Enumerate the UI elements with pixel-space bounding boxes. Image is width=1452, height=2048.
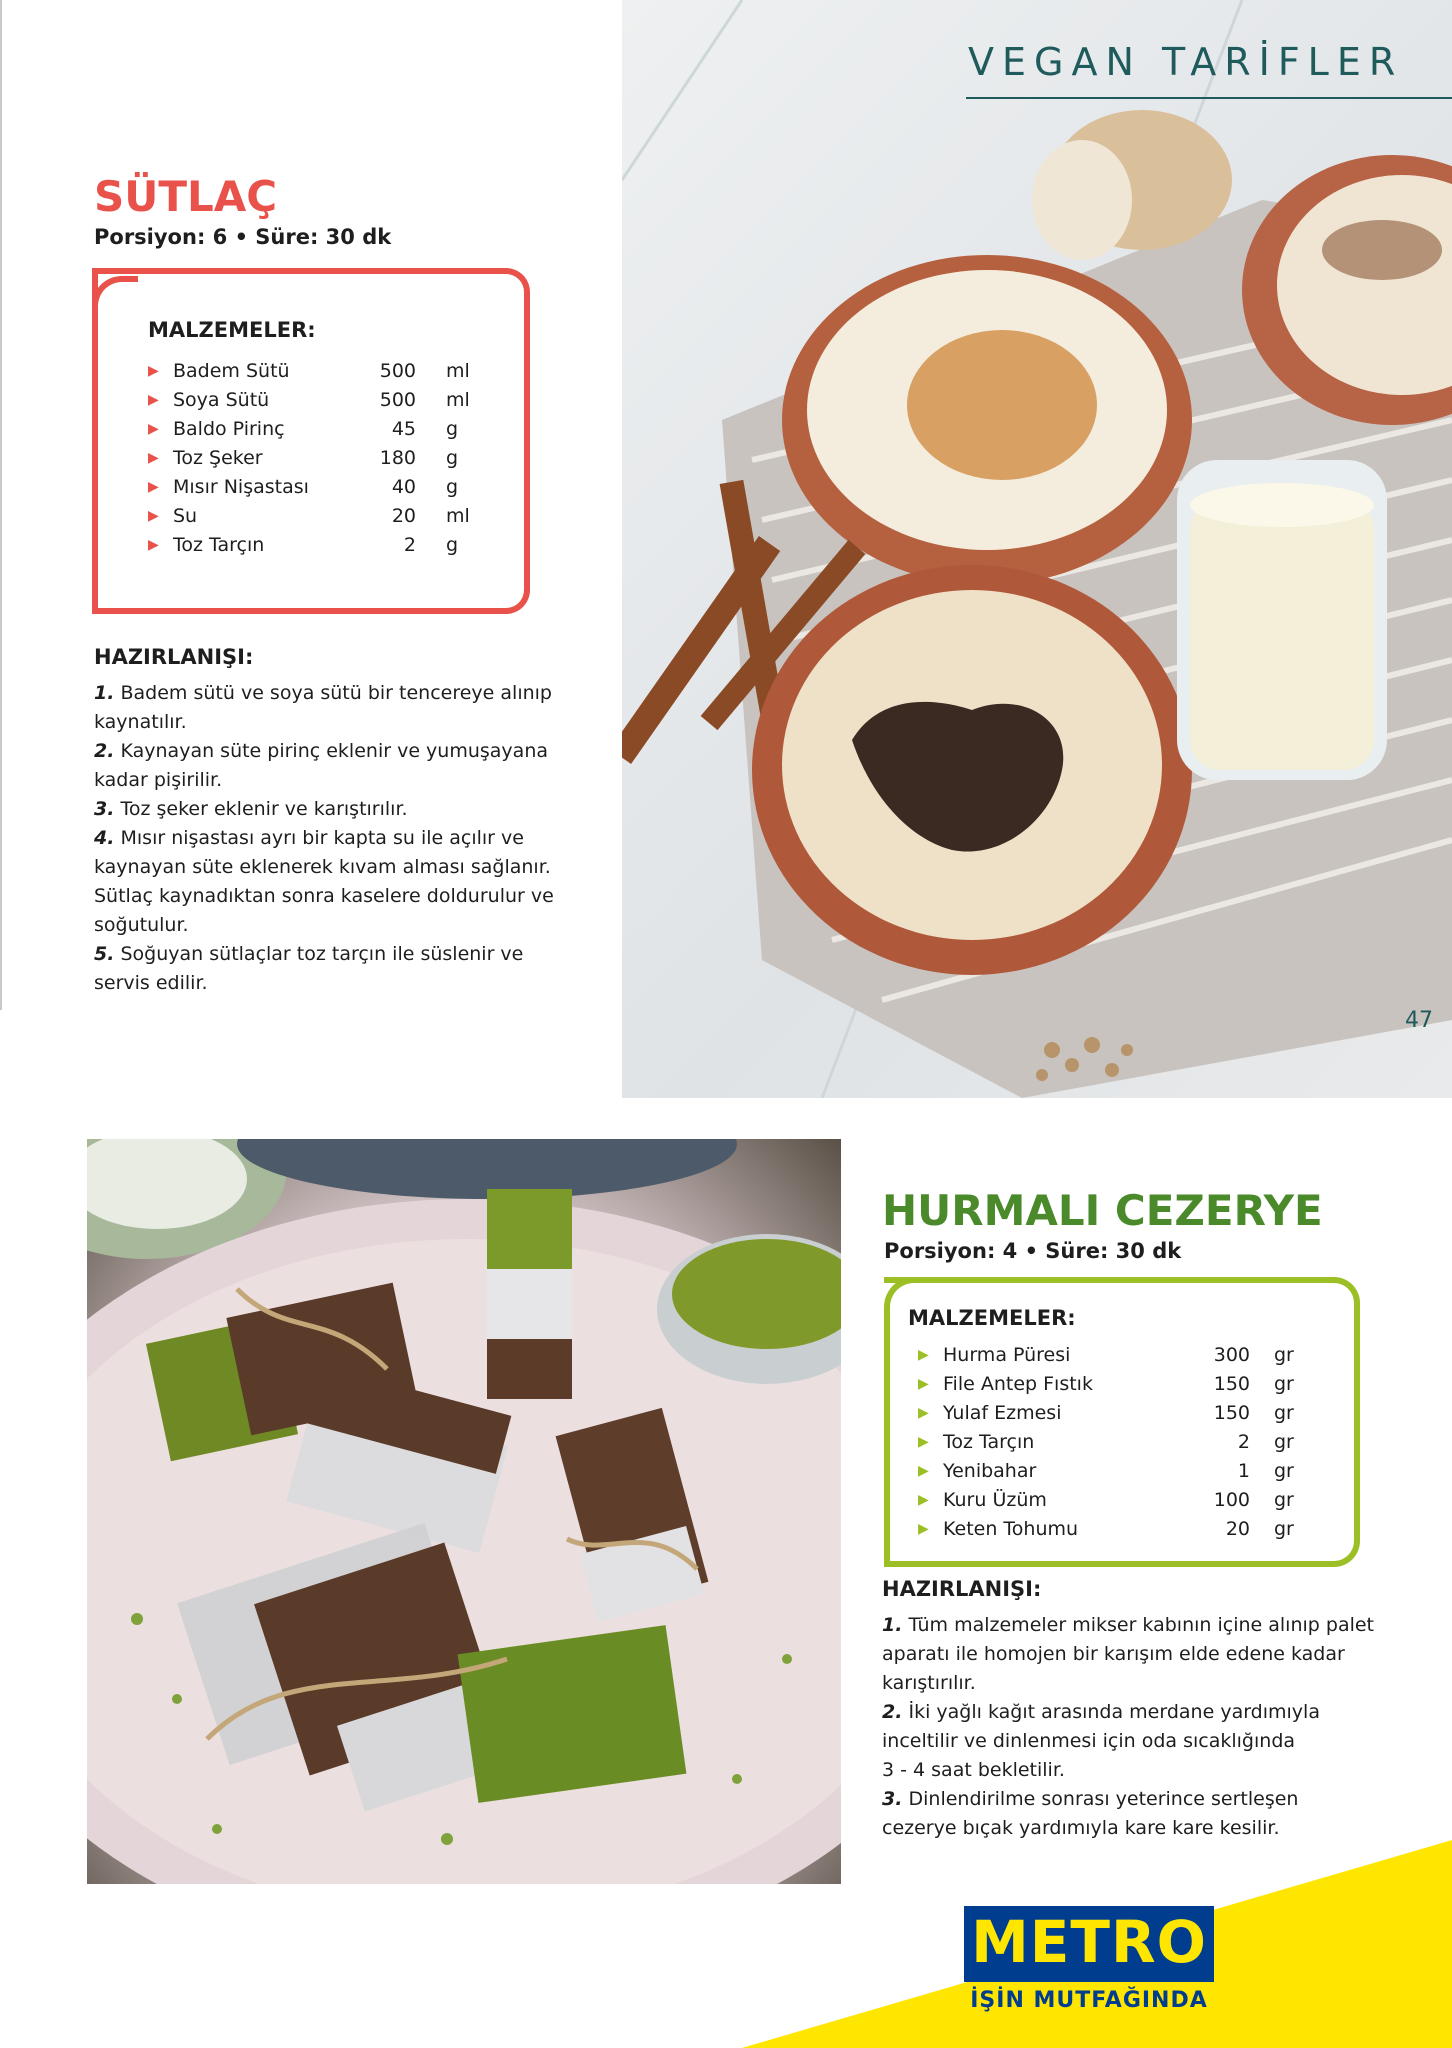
- ingredient-unit: g: [446, 418, 459, 440]
- step-line: [94, 940, 594, 969]
- bullet-triangle-icon: ▶: [918, 1434, 929, 1450]
- ingredient-unit: gr: [1274, 1489, 1294, 1511]
- ingredient-unit: g: [446, 447, 459, 469]
- ingredient-row: [148, 534, 488, 563]
- step-text: kadar pişirilir.: [94, 769, 223, 791]
- metro-logo-text: METRO: [971, 1908, 1207, 1976]
- bullet-triangle-icon: ▶: [918, 1405, 929, 1421]
- step-line: [882, 1640, 1422, 1669]
- step-number: 4.: [94, 827, 115, 849]
- recipe2-ingredients-list: [918, 1344, 1328, 1554]
- page-number: 47: [1405, 1008, 1433, 1033]
- page-edge-line: [0, 0, 2, 1010]
- recipe2-meta: Porsiyon: 4 • Süre: 30 dk: [884, 1239, 1182, 1263]
- ingredient-name: File Antep Fıstık: [943, 1373, 1093, 1395]
- recipe2-prep-heading: HAZIRLANIŞI:: [882, 1577, 1042, 1601]
- ingredient-name: Yenibahar: [943, 1460, 1037, 1482]
- step-line: [882, 1785, 1422, 1814]
- ingredient-quantity: 150: [1213, 1402, 1250, 1424]
- step-line: [94, 679, 594, 708]
- step-line: [882, 1756, 1422, 1785]
- bullet-triangle-icon: ▶: [918, 1347, 929, 1363]
- step-text: cezerye bıçak yardımıyla kare kare kesilir.: [882, 1817, 1280, 1839]
- step-text: Mısır nişastası ayrı bir kapta su ile açılır ve: [120, 827, 524, 849]
- ingredient-row: [918, 1402, 1328, 1431]
- recipe2-title: HURMALI CEZERYE: [882, 1186, 1323, 1235]
- ingredient-row: [148, 447, 488, 476]
- ingredient-quantity: 150: [1213, 1373, 1250, 1395]
- ingredient-quantity: 2: [1237, 1431, 1250, 1453]
- ingredient-row: [918, 1373, 1328, 1402]
- ingredient-name: Kuru Üzüm: [943, 1489, 1047, 1511]
- bullet-triangle-icon: ▶: [918, 1463, 929, 1479]
- ingredient-quantity: 300: [1213, 1344, 1250, 1366]
- ingredient-unit: gr: [1274, 1431, 1294, 1453]
- step-number: 2.: [94, 740, 115, 762]
- ingredient-unit: ml: [446, 505, 470, 527]
- step-text: soğutulur.: [94, 914, 189, 936]
- step-line: [94, 882, 594, 911]
- step-text: aparatı ile homojen bir karışım elde edene kadar: [882, 1643, 1345, 1665]
- ingredient-row: [148, 360, 488, 389]
- ingredient-quantity: 180: [379, 447, 416, 469]
- ingredient-quantity: 20: [391, 505, 416, 527]
- step-number: 1.: [94, 682, 115, 704]
- ingredient-quantity: 100: [1213, 1489, 1250, 1511]
- step-text: Tüm malzemeler mikser kabının içine alınıp palet: [908, 1614, 1374, 1636]
- ingredient-unit: ml: [446, 360, 470, 382]
- step-line: [94, 911, 594, 940]
- step-text: servis edilir.: [94, 972, 208, 994]
- bullet-triangle-icon: ▶: [918, 1492, 929, 1508]
- step-text: karıştırılır.: [882, 1672, 976, 1694]
- step-number: 5.: [94, 943, 115, 965]
- ingredient-row: [148, 476, 488, 505]
- ingredient-row: [918, 1344, 1328, 1373]
- step-line: [94, 708, 594, 737]
- ingredient-unit: gr: [1274, 1460, 1294, 1482]
- step-text: Sütlaç kaynadıktan sonra kaselere doldurulur ve: [94, 885, 554, 907]
- step-text: inceltilir ve dinlenmesi için oda sıcaklığında: [882, 1730, 1296, 1752]
- ingredient-quantity: 40: [391, 476, 416, 498]
- step-text: Dinlendirilme sonrası yeterince sertleşen: [908, 1788, 1299, 1810]
- recipe1-ingredients-list: [148, 360, 488, 570]
- step-number: 1.: [882, 1614, 903, 1636]
- step-number: 3.: [882, 1788, 903, 1810]
- step-text: kaynatılır.: [94, 711, 187, 733]
- ingredient-name: Yulaf Ezmesi: [943, 1402, 1062, 1424]
- step-line: [882, 1698, 1422, 1727]
- recipe2-steps: [882, 1611, 1422, 1843]
- ingredient-quantity: 2: [403, 534, 416, 556]
- step-line: [882, 1669, 1422, 1698]
- ingredient-name: Toz Tarçın: [943, 1431, 1035, 1453]
- ingredient-row: [148, 505, 488, 534]
- step-text: Kaynayan süte pirinç eklenir ve yumuşayana: [120, 740, 548, 762]
- bullet-triangle-icon: ▶: [148, 421, 159, 437]
- sutlac-photo: [622, 0, 1452, 1098]
- step-line: [882, 1727, 1422, 1756]
- bullet-triangle-icon: ▶: [148, 537, 159, 553]
- ingredient-name: Su: [173, 505, 198, 527]
- recipe2-ingredients-heading: MALZEMELER:: [908, 1306, 1076, 1330]
- page-title: VEGAN TARİFLER: [968, 40, 1404, 84]
- step-text: 3 - 4 saat bekletilir.: [882, 1759, 1065, 1781]
- step-number: 3.: [94, 798, 115, 820]
- bullet-triangle-icon: ▶: [148, 392, 159, 408]
- recipe1-ingredients-heading: MALZEMELER:: [148, 318, 316, 342]
- step-number: 2.: [882, 1701, 903, 1723]
- ingredient-row: [148, 418, 488, 447]
- ingredient-name: Soya Sütü: [173, 389, 270, 411]
- step-text: Badem sütü ve soya sütü bir tencereye alınıp: [120, 682, 552, 704]
- ingredient-row: [918, 1489, 1328, 1518]
- ingredient-unit: gr: [1274, 1402, 1294, 1424]
- ingredient-row: [918, 1518, 1328, 1547]
- ingredient-quantity: 500: [379, 360, 416, 382]
- ingredient-quantity: 500: [379, 389, 416, 411]
- ingredient-name: Toz Tarçın: [173, 534, 265, 556]
- step-text: İki yağlı kağıt arasında merdane yardımıyla: [908, 1701, 1320, 1723]
- ingredient-unit: gr: [1274, 1518, 1294, 1540]
- bullet-triangle-icon: ▶: [148, 363, 159, 379]
- step-line: [94, 853, 594, 882]
- ingredient-name: Toz Şeker: [173, 447, 263, 469]
- ingredient-unit: g: [446, 534, 459, 556]
- step-text: Soğuyan sütlaçlar toz tarçın ile süslenir ve: [120, 943, 524, 965]
- recipe1-prep-heading: HAZIRLANIŞI:: [94, 645, 254, 669]
- recipe2-box-left-edge: [884, 1310, 890, 1561]
- step-line: [94, 737, 594, 766]
- ingredient-name: Badem Sütü: [173, 360, 290, 382]
- step-line: [882, 1611, 1422, 1640]
- recipe1-steps: [94, 679, 594, 998]
- step-line: [94, 969, 594, 998]
- brand-tagline: İŞİN MUTFAĞINDA: [970, 1988, 1208, 2013]
- ingredient-unit: ml: [446, 389, 470, 411]
- bullet-triangle-icon: ▶: [148, 508, 159, 524]
- ingredient-quantity: 20: [1225, 1518, 1250, 1540]
- title-underline: [966, 97, 1452, 99]
- ingredient-row: [918, 1431, 1328, 1460]
- ingredient-quantity: 45: [391, 418, 416, 440]
- ingredient-unit: gr: [1274, 1344, 1294, 1366]
- step-text: kaynayan süte eklenerek kıvam alması sağlanır.: [94, 856, 551, 878]
- recipe1-box-left-edge: [92, 310, 98, 608]
- step-line: [94, 766, 594, 795]
- bullet-triangle-icon: ▶: [148, 479, 159, 495]
- ingredient-name: Hurma Püresi: [943, 1344, 1071, 1366]
- cezerye-photo: [87, 1139, 841, 1884]
- step-text: Toz şeker eklenir ve karıştırılır.: [120, 798, 408, 820]
- recipe1-title: SÜTLAÇ: [94, 172, 278, 221]
- bullet-triangle-icon: ▶: [148, 450, 159, 466]
- bullet-triangle-icon: ▶: [918, 1521, 929, 1537]
- step-line: [882, 1814, 1422, 1843]
- ingredient-name: Mısır Nişastası: [173, 476, 309, 498]
- ingredient-unit: gr: [1274, 1373, 1294, 1395]
- ingredient-row: [918, 1460, 1328, 1489]
- ingredient-name: Baldo Pirinç: [173, 418, 285, 440]
- ingredient-quantity: 1: [1237, 1460, 1250, 1482]
- step-line: [94, 824, 594, 853]
- step-line: [94, 795, 594, 824]
- ingredient-unit: g: [446, 476, 459, 498]
- recipe1-meta: Porsiyon: 6 • Süre: 30 dk: [94, 225, 392, 249]
- bullet-triangle-icon: ▶: [918, 1376, 929, 1392]
- ingredient-row: [148, 389, 488, 418]
- ingredient-name: Keten Tohumu: [943, 1518, 1079, 1540]
